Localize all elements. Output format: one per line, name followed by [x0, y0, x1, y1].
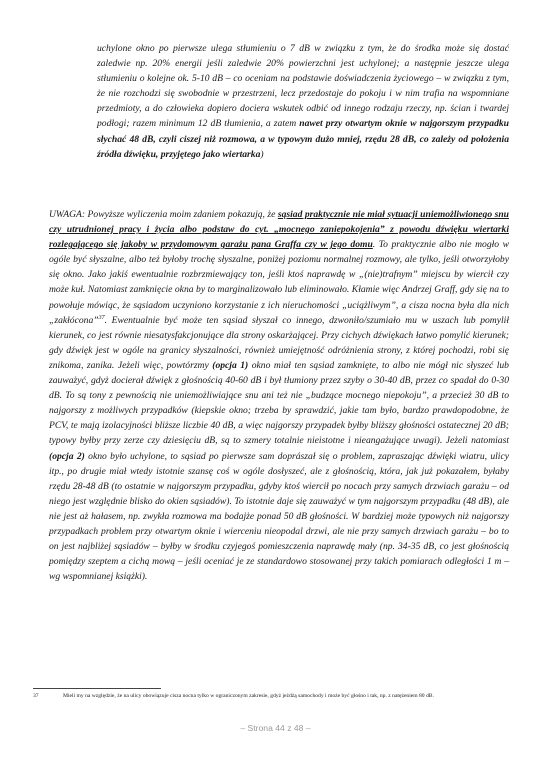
footnote-reference[interactable]: 37: [98, 314, 105, 321]
text-line: razem minimum 12 dB tłumienia, a zatem: [132, 118, 300, 130]
text-run: okno było uchylone, to sąsiad po pierwsze sam doprászał się o problem, zapraszając dźwięki wiatru, ulicy itp., po drugie miał wtedy istotnie szansę coś w ogóle dosłyszeć, ale z głośnością, która, jak już pokazałem, byłaby rzędu 28-48 dB (to ostatnie w najgorszym przypadku, gdyby ktoś wiercił po nocach przy samych drzwiach garażu – od niego jest względnie blisko do okien sąsiadów). To istotnie daje się zauważyć w tym najgorszym przypadku (48 dB), ale nie jest aż hałasem, np. zwykła rozmowa ma bodajże ponad 50 dB głośności. W bardziej może typowych niż najgorszy przypadkach problem przy otwartym oknie i wierceniu nieopodal drzwi, ale nie przy samych drzwiach garażu – bo to on jest najbliżej sąsiadów – byłby w środku czyjegoś pomieszczenia naprawdę mały (np. 34-35 dB, co jest głośnością pomiędzy szeptem a cichą mową – jeśli oceniać je ze standardowo stosowanej przy takich pomiarach odległości 1 m – wg wspomnianej książki).: [49, 450, 509, 583]
warning-paragraph: [49, 207, 509, 584]
text-line: dostać zaledwie np. 20% energii jeśli zaledwie 20% powierzchni jest uchylonej; a: [97, 43, 509, 70]
text-line: następnie jeszcze ulega stłumieniu o kolejne ok. 5-10 dB – co oceniam na podstawie: [97, 58, 509, 85]
underlined-claim: sąsiad praktycznie nie miał sytuacji uniemożliwionego snu czy utrudnionej pracy i życia albo podstaw do cyt. „mocnego zaniepokojenia” z powodu dźwięku wiertarki rozlegającego się jakoby w przydomowym garażu pana Graffa czy w jego domu: [49, 209, 509, 251]
footnote: [33, 692, 505, 700]
bold-conclusion: przypadku słychać 48 dB, czyli ciszej niż rozmowa, a w typowym dużo mniej, rzędu 28: [97, 118, 509, 145]
footnote-separator: [33, 688, 161, 689]
closing-paren: ): [260, 148, 264, 160]
text-line: uchylone okno po pierwsze ulega stłumieniu o 7 dB w związku z tym, że do środka może się: [97, 43, 480, 54]
bold-conclusion: nawet przy otwartym oknie w najgorszym: [299, 118, 465, 130]
text-run: . To praktycznie albo nie mogło w ogóle być słyszalne, albo też byłoby trochę słyszalne, poniżej poziomu normalnej rozmowy, ale tylko, jeśli otworzyłoby się okno. Jako jakiś ewentualnie rozbrzmiewający ton, jeśli ktoś naprawdę w „(nie)trafnym” miejscu by wiercił czy może kuł. Natomiast zamknięcie okna by to marginalizowało lub eliminowało. Kłamie więc Andrzej Graff, gdy się na to powołuje mówiąc, że sąsiadom uczyniono korzystanie z ich nieruchomości „uciążliwym”, a cisza nocna była dla nich „zakłócona”: [49, 239, 510, 326]
option-1-label: (opcja 1): [212, 359, 249, 371]
option-2-label: (opcja 2): [49, 450, 85, 462]
page-number: – Strona 44 z 48 –: [240, 723, 311, 733]
bold-conclusion: dB, co zależy od położenia źródła dźwięku, przyjętego jako wiertarka: [97, 133, 509, 160]
continued-paragraph: [97, 41, 509, 162]
footnote-text: Mieli my na względzie, że na ulicy obowiązuje cisza nocna tylko w ograniczonym zakresie, gdyż jeżdżą samochody i może być głośno i tak, np. z natężeniem 80 dB.: [63, 693, 434, 699]
text-run: UWAGA: Powyższe wyliczenia moim zdaniem pokazują, że: [49, 209, 278, 220]
text-line: lecz przedostaje do pokoju i w nim trafia na wspomniane przedmioty, a do człowieka: [97, 88, 509, 115]
text-run: okno miał ten sąsiad zamknięte, to albo nie mógł nic słyszeć lub zauważyć, gdyż docierał dźwięk z głośnością 40-60 dB i był tłumiony przez szyby o 30-40 dB, przez co spadał do 0-30 dB. To są tony z pewnością nie uniemożliwiające snu ani też nie „budzące mocnego niepokoju”, a przecież 30 dB to najgorszy z możliwych przypadków (kiepskie okno; trzeba by sprawdzić, jakie tam było, bardzo prawdopodobne, że PCV, te mają izolacyjności bliższe liczbie 40 dB, a więc najgorszy przypadek byłby bliższy głośności ostatecznej 20 dB; typowy byłby przy zerze czy dziesięciu dB, są to szmery totalnie nieistotne i nieangażujące uwagi). Jeżeli natomiast: [49, 359, 509, 447]
text-run: . Ewentualnie być może ten sąsiad słyszał co innego, dzwoniło/szumiało mu w uszach lub pomylił kierunek, co jest równie niesatysfakcjonujące dla strony oskarżającej. Przy cichych dźwiękach łatwo pomylić kierunek; gdy dźwięk jest w ogóle na granicy słyszalności, również umiejętność odróżnienia strony, z której pochodzi, robi się znikoma, zanika. Jeżeli więc, powtórzmy: [49, 314, 509, 371]
text-line: dopiero dociera wskutek odbić od innego rodzaju rzeczy, np. ścian i twardej podłogi;: [97, 103, 510, 130]
text-line: doświadczenia życiowego – w związku z tym, że nie rozchodzi się swobodnie w przestrzeni,: [97, 73, 509, 100]
footnote-number: 37: [33, 693, 39, 699]
